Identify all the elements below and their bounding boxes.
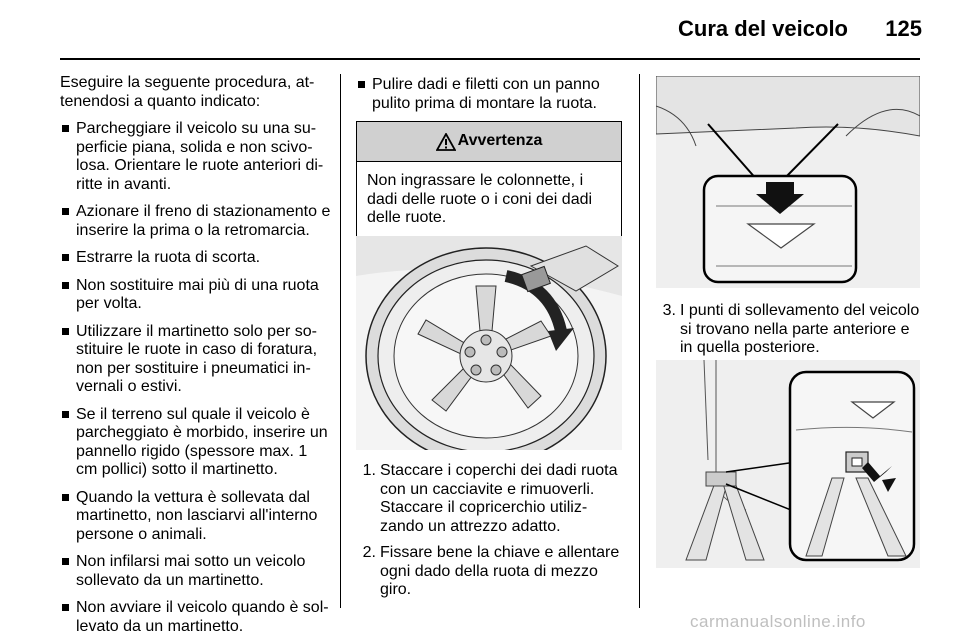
list-item: 2. Fissare bene la chiave e allentare ogni dado della ruota di mezzo giro. — [362, 544, 620, 598]
column-divider-2 — [639, 74, 640, 608]
page-header-title: Cura del veicolo — [678, 16, 848, 41]
watermark: carmanualsonline.info — [690, 612, 866, 631]
jacking-point-illustration — [656, 76, 920, 288]
column-divider-1 — [340, 74, 341, 608]
column-2-steps — [356, 462, 626, 608]
wheel-cover-illustration — [356, 236, 622, 450]
list-item: Pulire dadi e filetti con un panno pulito prima di montare la ruota. — [356, 76, 626, 113]
bullet-square-icon — [62, 328, 69, 335]
bullet-square-icon — [62, 125, 69, 132]
procedure-steps-continued — [656, 302, 922, 358]
list-item: Azionare il freno di stazionamento e inserire la prima o la retromarcia. — [60, 203, 332, 240]
intro-paragraph: Eseguire la seguente procedura, at- tenendosi a quanto indicato: — [60, 74, 315, 110]
bullet-square-icon — [62, 604, 69, 611]
warning-text: Non ingrassare le colonnette, i dadi delle ruote o i coni dei dadi delle ruote. — [367, 172, 593, 226]
list-item: Non infilarsi mai sotto un veicolo sollevato da un martinetto. — [60, 553, 332, 590]
list-item: 3. I punti di sollevamento del veicolo si trovano nella parte anteriore e in quella posteriore. — [662, 302, 920, 356]
bullet-square-icon — [358, 81, 365, 88]
jack-placement-illustration — [656, 360, 920, 568]
list-item: Estrarre la ruota di scorta. — [60, 249, 332, 268]
bullet-square-icon — [62, 411, 69, 418]
warning-title: Avvertenza — [457, 132, 543, 150]
precaution-list — [60, 120, 332, 636]
column-2 — [356, 76, 626, 239]
car-jack-image — [656, 360, 920, 568]
cleaning-list — [356, 76, 626, 113]
column-3 — [656, 302, 922, 366]
jacking-point-marker-image — [656, 76, 920, 288]
column-1 — [60, 74, 332, 642]
list-item: Se il terreno sul quale il veicolo è parcheggiato è morbido, inserire un pannello rigido (spessore max. 1 cm pollici) sotto il martinetto. — [60, 406, 332, 480]
bullet-square-icon — [62, 208, 69, 215]
wheel-hubcap-image — [356, 236, 622, 450]
list-item: Non sostituire mai più di una ruota per volta. — [60, 277, 332, 314]
page-number: 125 — [885, 16, 922, 41]
list-item: 1. Staccare i coperchi dei dadi ruota con un cacciavite e rimuoverli. Staccare il copricerchio utiliz- zando un attrezzo adatto. — [362, 462, 618, 535]
list-item: Non avviare il veicolo quando è sol- levato da un martinetto. — [60, 599, 332, 636]
warning-box — [356, 121, 622, 239]
procedure-steps — [356, 462, 626, 600]
bullet-square-icon — [62, 282, 69, 289]
bullet-square-icon — [62, 494, 69, 501]
list-item: Utilizzare il martinetto solo per so- stituire le ruote in caso di foratura, non per sostituire i pneumatici in- vernali o estivi. — [60, 323, 332, 397]
bullet-square-icon — [62, 254, 69, 261]
bullet-square-icon — [62, 558, 69, 565]
warning-triangle-icon — [436, 133, 456, 151]
list-item: Quando la vettura è sollevata dal martinetto, non lasciarvi all'interno persone o animali. — [60, 489, 332, 545]
header-divider — [60, 58, 920, 60]
warning-header — [357, 122, 621, 162]
list-item: Parcheggiare il veicolo su una su- perficie piana, solida e non scivo- losa. Orientare le ruote anteriori di- ritte in avanti. — [60, 120, 332, 194]
